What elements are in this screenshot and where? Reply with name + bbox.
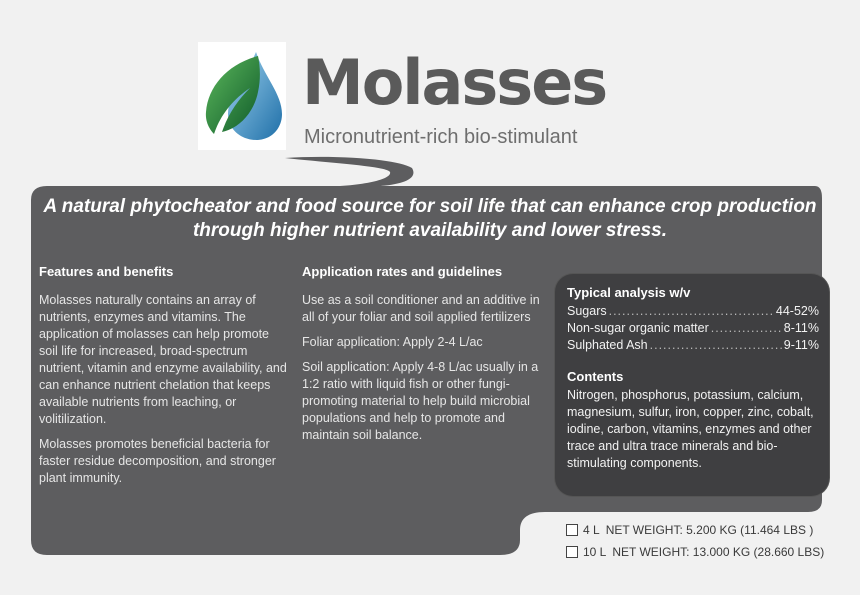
features-paragraph: Molasses promotes beneficial bacteria for faster residue decomposition, and stronger plant immunity. — [39, 437, 276, 485]
leader-dots — [711, 320, 782, 337]
analysis-value: 44-52% — [775, 304, 819, 318]
contents-text: Nitrogen, phosphorus, potassium, calcium, magnesium, sulfur, iron, copper, zinc, cobalt, iodine, carbon, vitamins, enzymes and other trace and ultra trace minerals and bio-stimulating components. — [567, 388, 814, 470]
analysis-label: Non-sugar organic matter — [567, 321, 709, 335]
net-weights — [566, 519, 824, 563]
analysis-row — [567, 337, 819, 354]
weight-size: 10 L — [583, 545, 607, 559]
tagline: A natural phytocheator and food source for soil life that can enhance crop production through higher nutrient availability and lower stress. — [43, 196, 817, 241]
application-paragraph: Foliar application: Apply 2-4 L/ac — [302, 335, 483, 349]
leader-dots — [609, 303, 774, 320]
leader-dots — [650, 337, 782, 354]
features-section — [39, 263, 291, 495]
features-heading: Features and benefits — [39, 264, 174, 279]
features-paragraph: Molasses naturally contains an array of nutrients, enzymes and vitamins. The application of molasses can help promote soil life for increased, broad-spectrum nutrient, vitamin and enzyme availability, and can enhance nutrient chelation that keeps available nutrients from leaching, or volitilization. — [39, 293, 287, 426]
analysis-value: 8-11% — [783, 321, 819, 335]
application-heading: Application rates and guidelines — [302, 264, 503, 279]
product-subtitle: Micronutrient-rich bio-stimulant — [304, 126, 578, 148]
application-paragraph: Soil application: Apply 4-8 L/ac usually in a 1:2 ratio with liquid fish or other fungi-promoting material to help build microbial populations and help to promote and maintain soil balance. — [302, 360, 539, 442]
analysis-row — [567, 303, 819, 320]
analysis-value: 9-11% — [783, 338, 819, 352]
checkbox[interactable] — [566, 524, 578, 536]
weight-value: NET WEIGHT: 13.000 KG (28.660 LBS) — [612, 545, 825, 559]
analysis-label: Sulphated Ash — [567, 338, 648, 352]
analysis-heading: Typical analysis w/v — [567, 285, 691, 300]
product-title: Molasses — [302, 46, 607, 119]
analysis-row — [567, 320, 819, 337]
application-section — [302, 263, 552, 452]
weight-option[interactable] — [566, 519, 824, 541]
checkbox[interactable] — [566, 546, 578, 558]
weight-value: NET WEIGHT: 5.200 KG (11.464 LBS ) — [605, 523, 814, 537]
application-paragraph: Use as a soil conditioner and an additive in all of your foliar and soil applied fertilizers — [302, 293, 540, 324]
weight-option[interactable] — [566, 541, 824, 563]
weight-size: 4 L — [583, 523, 600, 537]
typical-analysis-box — [555, 274, 829, 496]
analysis-label: Sugars — [567, 304, 607, 318]
contents-heading: Contents — [567, 369, 624, 384]
